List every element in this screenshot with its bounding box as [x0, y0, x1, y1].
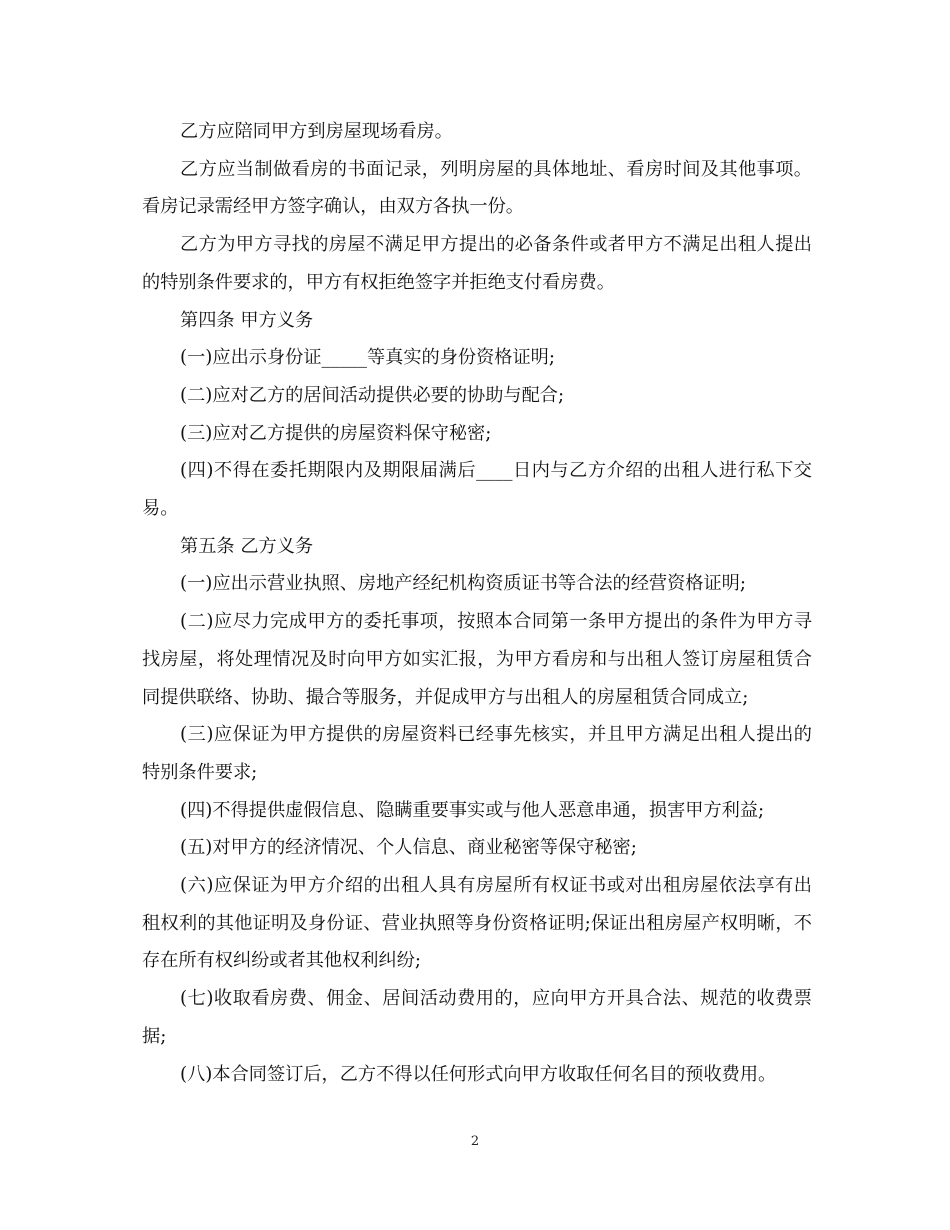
- article-4-item-1: (一)应出示身份证_____等真实的身份资格证明;: [180, 347, 555, 369]
- document-body: [142, 113, 812, 1093]
- article-5-item-8: (八)本合同签订后，乙方不得以任何形式向甲方收取任何名目的预收费用。: [180, 1063, 777, 1085]
- article-4-item-2: (二)应对乙方的居间活动提供必要的协助与配合;: [180, 384, 565, 406]
- page-number: 2: [470, 1134, 480, 1149]
- article-5-item-7: (七)收取看房费、佣金、居间活动费用的，应向甲方开具合法、规范的收费票据;: [142, 988, 812, 1047]
- article-5-item-6: (六)应保证为甲方介绍的出租人具有房屋所有权证书或对出租房屋依法享有出租权利的其他证明及身份证、营业执照等身份资格证明;保证出租房屋产权明晰，不存在所有权纠纷或者其他权利纠纷;: [142, 875, 812, 972]
- article-5-item-1: (一)应出示营业执照、房地产经纪机构资质证书等合法的经营资格证明;: [180, 573, 746, 595]
- article-5-item-5: (五)对甲方的经济情况、个人信息、商业秘密等保守秘密;: [180, 837, 637, 859]
- article-4-item-4: (四)不得在委托期限内及期限届满后____日内与乙方介绍的出租人进行私下交易。: [142, 460, 812, 520]
- article-4-item-3: (三)应对乙方提供的房屋资料保守秘密;: [180, 422, 492, 444]
- article-5-heading: 第五条 乙方义务: [180, 535, 314, 557]
- article-5-item-2: (二)应尽力完成甲方的委托事项，按照本合同第一条甲方提出的条件为甲方寻找房屋，将处理情况及时向甲方如实汇报，为甲方看房和与出租人签订房屋租赁合同提供联络、协助、撮合等服务，并促成甲方与出租人的房屋租赁合同成立;: [142, 611, 812, 708]
- article-4-heading: 第四条 甲方义务: [180, 309, 314, 331]
- paragraph-viewing-record: 乙方应当制做看房的书面记录，列明房屋的具体地址、看房时间及其他事项。看房记录需经甲方签字确认，由双方各执一份。: [142, 158, 812, 218]
- article-5-item-4: (四)不得提供虚假信息、隐瞒重要事实或与他人恶意串通，损害甲方利益;: [180, 799, 765, 821]
- article-5-item-3: (三)应保证为甲方提供的房屋资料已经事先核实，并且甲方满足出租人提出的特别条件要求;: [142, 724, 812, 783]
- paragraph-viewing-accompany: 乙方应陪同甲方到房屋现场看房。: [180, 121, 453, 142]
- paragraph-refuse-fee: 乙方为甲方寻找的房屋不满足甲方提出的必备条件或者甲方不满足出租人提出的特别条件要求的，甲方有权拒绝签字并拒绝支付看房费。: [142, 234, 812, 293]
